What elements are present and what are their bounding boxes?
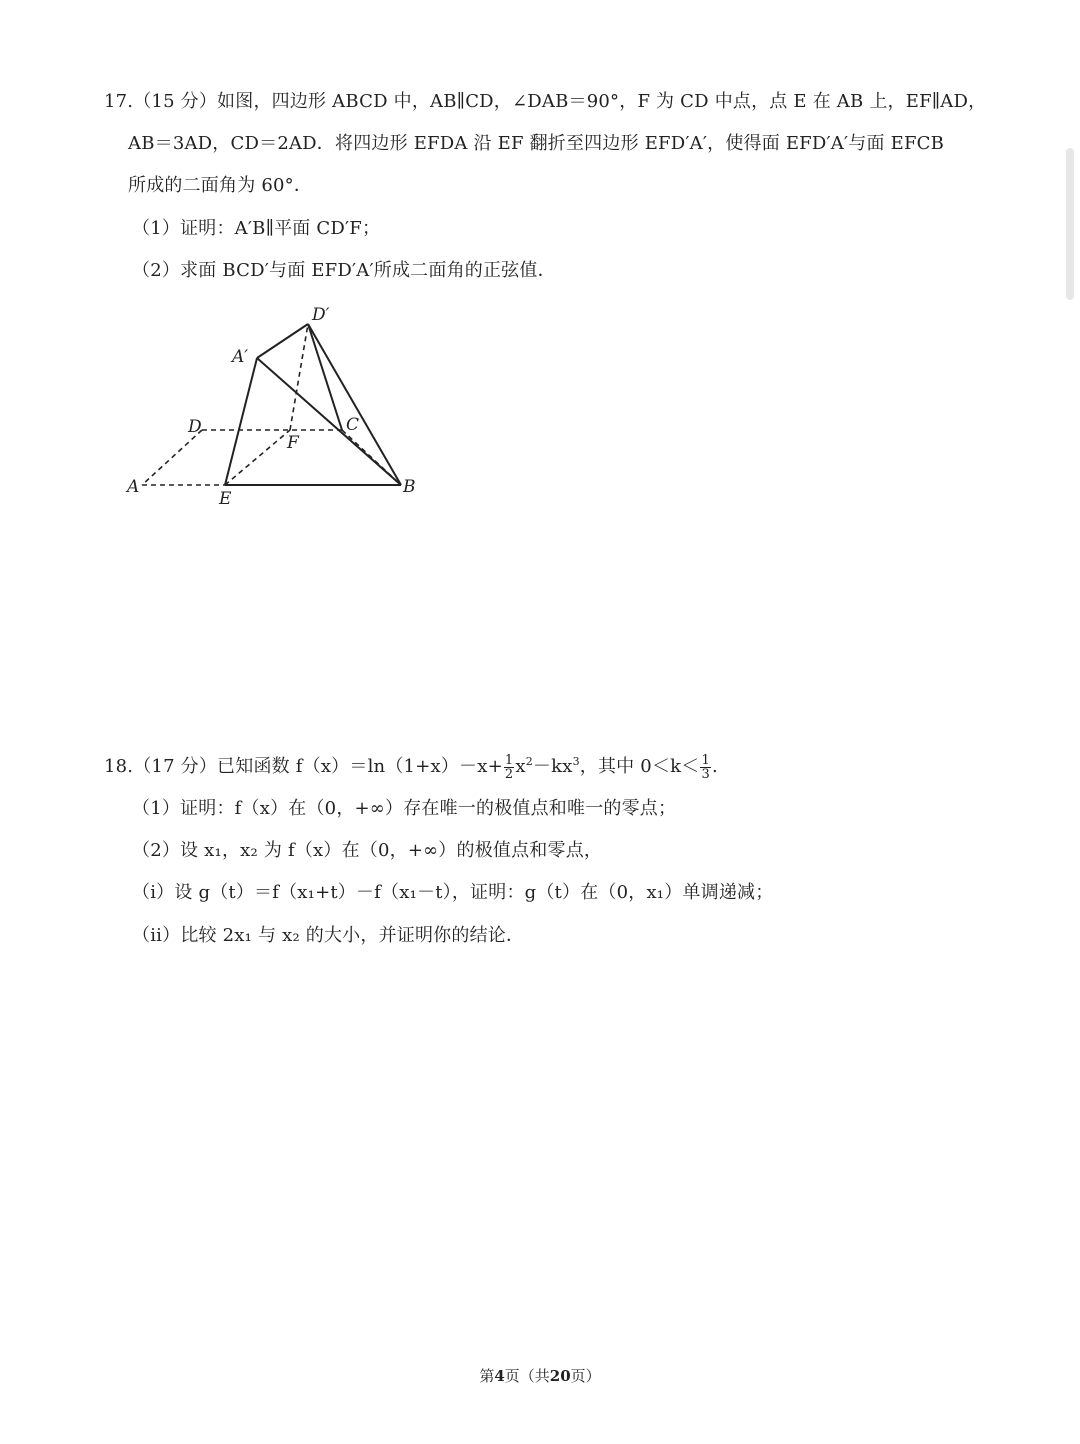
geometry-figure [122, 296, 432, 514]
problem17-line3: 所成的二面角为 60°． [128, 175, 313, 196]
label-A: A [127, 477, 140, 497]
label-A-prime: A′ [232, 347, 249, 367]
problem18-stem-prefix: 18.（17 分）已知函数 f（x）＝ln（1+x）－x+ [104, 756, 503, 777]
segment-FDprime [290, 324, 308, 430]
fraction-one-third [700, 754, 710, 781]
fraction2-numerator: 1 [701, 752, 710, 768]
segment-DprimeB [308, 324, 401, 485]
exponent-3: 3 [572, 755, 580, 768]
segment-DA [142, 430, 202, 485]
fraction2-denominator: 3 [701, 766, 710, 782]
fraction-denominator: 2 [504, 766, 514, 782]
label-B: B [403, 477, 416, 497]
problem18-stem-end: . [711, 756, 718, 777]
segment-EF [225, 430, 290, 485]
problem18-part-i: （i）设 g（t）＝f（x₁+t）－f（x₁－t），证明：g（t）在（0，x₁）单调递减； [132, 882, 774, 903]
problem17-line2: AB＝3AD，CD＝2AD．将四边形 EFDA 沿 EF 翻折至四边形 EFD′A′，使得面 EFD′A′与面 EFCB [128, 133, 945, 154]
problem18-term-x: x [515, 756, 526, 777]
label-D-prime: D′ [312, 305, 330, 325]
label-E: E [219, 489, 232, 509]
fraction-numerator: 1 [504, 752, 514, 768]
page-footer [0, 1366, 1080, 1386]
footer-total-pages: 20 [549, 1367, 571, 1385]
label-D: D [188, 417, 202, 437]
fraction-one-half [504, 754, 514, 781]
problem17-line1: 17.（15 分）如图，四边形 ABCD 中，AB∥CD，∠DAB＝90°，F 为 CD 中点，点 E 在 AB 上，EF∥AD， [104, 91, 987, 112]
folded-quadrilateral-diagram [122, 296, 432, 514]
problem18-stem [104, 749, 718, 781]
label-C: C [346, 415, 360, 435]
segment-AprimeB [257, 358, 401, 485]
segment-DprimeC [308, 324, 342, 430]
problem18-part2: （2）设 x₁，x₂ 为 f（x）在（0，+∞）的极值点和零点， [132, 840, 603, 861]
footer-suffix: 页） [570, 1367, 601, 1385]
segment-AprimeDprime [257, 324, 308, 358]
problem17-part2: （2）求面 BCD′与面 EFD′A′所成二面角的正弦值． [132, 260, 556, 281]
footer-page-number: 4 [494, 1367, 505, 1385]
segment-EAprime [225, 358, 257, 485]
vertical-scrollbar[interactable] [1066, 148, 1074, 300]
problem18-part-ii: （ii）比较 2x₁ 与 x₂ 的大小，并证明你的结论． [132, 925, 525, 946]
problem18-condition: ，其中 0＜k＜ [579, 756, 700, 777]
label-F: F [287, 433, 299, 453]
footer-mid: 页（共 [504, 1367, 550, 1385]
problem18-term-kx: －kx [532, 756, 573, 777]
footer-prefix: 第 [479, 1367, 495, 1385]
problem18-part1: （1）证明：f（x）在（0，+∞）存在唯一的极值点和唯一的零点； [132, 798, 677, 819]
problem17-part1: （1）证明：A′B∥平面 CD′F； [132, 218, 381, 239]
exponent-2: 2 [525, 755, 533, 768]
